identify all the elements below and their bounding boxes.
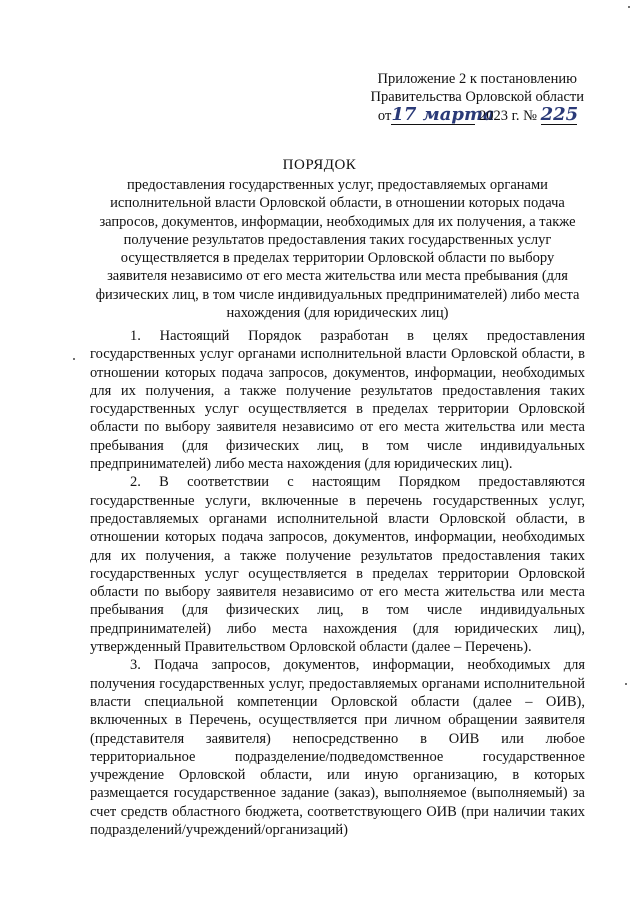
document-body	[90, 327, 585, 839]
header-line-3	[371, 106, 585, 125]
header-line-1: Приложение 2 к постановлению	[377, 71, 577, 87]
header-from-prefix: от	[377, 108, 392, 124]
handwritten-date: 17 марта	[391, 104, 495, 125]
handwritten-number: 225	[540, 104, 579, 125]
scan-speck	[625, 683, 627, 685]
document-title: ПОРЯДОК	[282, 157, 357, 173]
document-header	[371, 70, 585, 125]
scan-speck	[73, 358, 75, 360]
document-subtitle: предоставления государственных услуг, предоставляемых органами исполнительной власти Орловской области, в отношении которых подача запросов, документов, информации, необходимых для их получения, а также получение результатов предоставления таких государственных услуг осуществляется в пределах территории Орловской области по выбору заявителя независимо от его места жительства или места пребывания (для физических лиц, в том числе индивидуальных предпринимателей) либо места нахождения (для юридических лиц)	[95, 177, 580, 322]
header-line-2: Правительства Орловской области	[370, 89, 584, 105]
paragraph-1: 1. Настоящий Порядок разработан в целях предоставления государственных услуг органами исполнительной власти Орловской области, в отношении которых подача запросов, документов, информации, необходимых для их получения, а также получение результатов предоставления таких государственных услуг осуществляется в пределах территории Орловской области по выбору заявителя независимо от его места жительства или места пребывания (для физических лиц, в том числе индивидуальных предпринимателей) либо места нахождения (для юридических лиц).	[90, 328, 585, 473]
paragraph-2: 2. В соответствии с настоящим Порядком предоставляются государственные услуги, включенные в перечень государственных услуг, предоставляемых органами исполнительной власти Орловской области, в отношении которых подача запросов, документов, информации, необходимых для их получения, а также получение результатов предоставления таких государственных услуг осуществляется в пределах территории Орловской области по выбору заявителя независимо от его места жительства или места пребывания (для физических лиц, в том числе индивидуальных предпринимателей) либо места нахождения (для юридических лиц), утвержденный Правительством Орловской области (далее – Перечень).	[90, 474, 585, 656]
paragraph-3: 3. Подача запросов, документов, информации, необходимых для получения государственных услуг, предоставляемых органами исполнительной власти специальной компетенции Орловской области (далее – ОИВ), включенных в Перечень, осуществляется при личном обращении заявителя (представителя заявителя) непосредственно в ОИВ или любое территориальное подразделение/подведомственное государственное учреждение Орловской области, или иную организацию, в которых размещается государственное задание (заказ), выполняемое (выполняемый) за счет средств областного бюджета, соответствующего ОИВ (при наличии таких подразделений/учреждений/организаций)	[90, 657, 585, 839]
scan-speck	[628, 6, 630, 8]
header-year: 2023 г. №	[478, 108, 537, 124]
